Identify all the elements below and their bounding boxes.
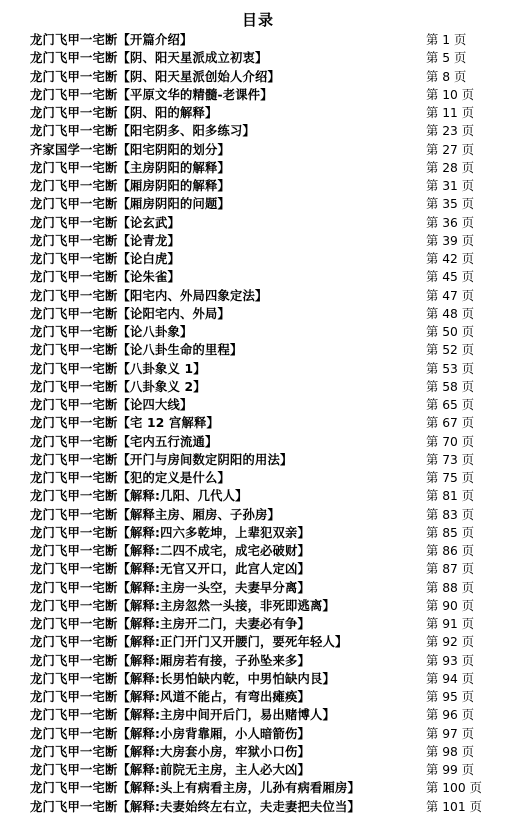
toc-entry-title: 龙门飞甲一宅断【论八卦象】 — [30, 325, 193, 339]
toc-entry-title: 龙门飞甲一宅断【解释:主房一头空，夫妻早分离】 — [30, 580, 311, 595]
toc-entry-page: 第 36 页 — [426, 215, 475, 230]
toc-entry-title: 龙门飞甲一宅断【论朱雀】 — [30, 270, 180, 285]
toc-entry-page: 第 39 页 — [426, 233, 475, 248]
toc-entry-page: 第 27 页 — [426, 142, 475, 157]
toc-entry-title: 龙门飞甲一宅断【解释:头上有病看主房，儿孙有病看厢房】 — [30, 781, 361, 796]
toc-entry[interactable] — [30, 414, 490, 432]
toc-entry[interactable] — [30, 506, 490, 524]
toc-entry-page: 第 23 页 — [426, 124, 475, 139]
toc-entry-title: 龙门飞甲一宅断【论阳宅内、外局】 — [30, 306, 230, 321]
toc-entry-page: 第 100 页 — [426, 781, 482, 796]
toc-entry[interactable] — [30, 542, 490, 560]
toc-entry-title: 龙门飞甲一宅断【解释:长男怕缺内乾，中男怕缺内艮】 — [30, 671, 336, 686]
toc-entry[interactable] — [30, 670, 490, 688]
toc-title: 目录 — [241, 11, 274, 29]
toc-entry-title: 龙门飞甲一宅断【平原文华的精髓-老课件】 — [30, 87, 273, 102]
toc-entry-page: 第 67 页 — [426, 416, 475, 431]
toc-entry-title: 龙门飞甲一宅断【解释:主房中间开后门，易出赌博人】 — [30, 708, 336, 723]
toc-entry-page: 第 35 页 — [426, 197, 475, 212]
toc-entry[interactable] — [30, 469, 490, 487]
toc-entry-title: 龙门飞甲一宅断【论八卦生命的里程】 — [30, 343, 243, 358]
toc-entry-page: 第 73 页 — [426, 452, 475, 467]
toc-entry-page: 第 28 页 — [426, 160, 475, 175]
toc-entry-page: 第 8 页 — [426, 69, 467, 84]
toc-entry-title: 龙门飞甲一宅断【阴、阳天星派成立初衷】 — [30, 51, 268, 66]
toc-entry-page: 第 87 页 — [426, 562, 475, 577]
toc-entry-page: 第 99 页 — [426, 763, 475, 777]
toc-entry-title: 龙门飞甲一宅断【阴、阳天星派创始人介绍】 — [30, 69, 280, 84]
toc-entry[interactable] — [30, 122, 490, 140]
toc-entry[interactable] — [30, 688, 490, 706]
toc-entry-title: 龙门飞甲一宅断【阴、阳的解释】 — [30, 106, 218, 120]
table-of-contents — [30, 31, 490, 816]
toc-entry-title: 龙门飞甲一宅断【解释:小房背靠厢，小人暗箭伤】 — [30, 726, 311, 741]
toc-entry-title: 龙门飞甲一宅断【八卦象义 2】 — [30, 379, 206, 394]
toc-entry[interactable] — [30, 779, 490, 797]
toc-entry-page: 第 98 页 — [426, 744, 475, 759]
toc-entry-title: 龙门飞甲一宅断【解释:前院无主房，主人必大凶】 — [30, 763, 311, 777]
toc-entry[interactable] — [30, 706, 490, 724]
toc-entry-page: 第 95 页 — [426, 690, 475, 704]
toc-entry-title: 龙门飞甲一宅断【解释:无官又开口，此宫人定凶】 — [30, 562, 311, 577]
toc-entry[interactable] — [30, 195, 490, 213]
toc-entry-title: 龙门飞甲一宅断【解释:四六多乾坤，上辈犯双亲】 — [30, 525, 311, 540]
toc-entry[interactable] — [30, 305, 490, 323]
toc-entry[interactable] — [30, 250, 490, 268]
toc-entry-page: 第 65 页 — [426, 398, 475, 412]
toc-entry[interactable] — [30, 761, 490, 779]
toc-entry-page: 第 86 页 — [426, 544, 475, 558]
toc-entry[interactable] — [30, 487, 490, 505]
toc-entry-title: 龙门飞甲一宅断【解释:主房开二门，夫妻必有争】 — [30, 617, 311, 631]
toc-entry-page: 第 53 页 — [426, 361, 475, 376]
toc-entry[interactable] — [30, 615, 490, 633]
toc-entry[interactable] — [30, 232, 490, 250]
toc-entry-page: 第 70 页 — [426, 434, 475, 449]
toc-entry-page: 第 5 页 — [426, 51, 467, 66]
toc-entry-title: 龙门飞甲一宅断【解释:大房套小房，牢狱小口伤】 — [30, 744, 311, 759]
toc-entry[interactable] — [30, 560, 490, 578]
toc-entry[interactable] — [30, 31, 490, 49]
toc-entry[interactable] — [30, 798, 490, 816]
toc-entry-page: 第 1 页 — [426, 33, 467, 47]
toc-entry[interactable] — [30, 177, 490, 195]
toc-entry[interactable] — [30, 725, 490, 743]
toc-entry-page: 第 88 页 — [426, 580, 475, 595]
toc-entry-title: 龙门飞甲一宅断【宅内五行流通】 — [30, 434, 218, 449]
toc-entry-page: 第 42 页 — [426, 252, 475, 266]
toc-entry-title: 龙门飞甲一宅断【解释:厢房若有接，子孙坠来多】 — [30, 653, 311, 668]
toc-entry-page: 第 90 页 — [426, 598, 475, 613]
toc-entry[interactable] — [30, 141, 490, 159]
toc-entry-page: 第 75 页 — [426, 471, 475, 485]
toc-entry-page: 第 50 页 — [426, 325, 475, 339]
toc-entry-title: 龙门飞甲一宅断【解释:夫妻始终左右立，夫走妻把夫位当】 — [30, 799, 361, 814]
toc-entry-title: 龙门飞甲一宅断【开门与房间数定阴阳的用法】 — [30, 452, 293, 467]
toc-entry-title: 龙门飞甲一宅断【解释主房、厢房、子孙房】 — [30, 507, 280, 522]
toc-entry-title: 龙门飞甲一宅断【犯的定义是什么】 — [30, 471, 230, 485]
toc-entry-title: 龙门飞甲一宅断【论青龙】 — [30, 233, 180, 248]
toc-entry-page: 第 48 页 — [426, 306, 475, 321]
toc-entry-title: 龙门飞甲一宅断【主房阴阳的解释】 — [30, 160, 230, 175]
toc-entry[interactable] — [30, 451, 490, 469]
toc-entry-title: 龙门飞甲一宅断【八卦象义 1】 — [30, 361, 206, 376]
toc-entry[interactable] — [30, 287, 490, 305]
toc-entry[interactable] — [30, 743, 490, 761]
toc-entry[interactable] — [30, 323, 490, 341]
toc-entry-title: 龙门飞甲一宅断【论玄武】 — [30, 215, 180, 230]
toc-entry-page: 第 85 页 — [426, 525, 475, 540]
toc-entry-page: 第 83 页 — [426, 507, 475, 522]
toc-entry-page: 第 52 页 — [426, 343, 475, 358]
toc-entry[interactable] — [30, 396, 490, 414]
toc-entry-page: 第 58 页 — [426, 379, 475, 394]
toc-entry[interactable] — [30, 360, 490, 378]
toc-entry-page: 第 93 页 — [426, 653, 475, 668]
toc-entry-page: 第 91 页 — [426, 617, 475, 631]
toc-entry-title: 齐家国学一宅断【阳宅阴阳的划分】 — [30, 142, 230, 157]
toc-entry[interactable] — [30, 633, 490, 651]
toc-entry[interactable] — [30, 433, 490, 451]
toc-entry-page: 第 94 页 — [426, 671, 475, 686]
toc-entry-title: 龙门飞甲一宅断【解释:二四不成宅，成宅必破财】 — [30, 544, 311, 558]
toc-entry[interactable] — [30, 49, 490, 67]
toc-entry-page: 第 11 页 — [426, 106, 475, 120]
toc-entry-page: 第 96 页 — [426, 708, 475, 723]
toc-entry[interactable] — [30, 104, 490, 122]
toc-entry[interactable] — [30, 341, 490, 359]
toc-entry[interactable] — [30, 378, 490, 396]
toc-entry[interactable] — [30, 579, 490, 597]
toc-entry-title: 龙门飞甲一宅断【论白虎】 — [30, 252, 180, 266]
toc-entry-page: 第 92 页 — [426, 635, 475, 650]
toc-entry-title: 龙门飞甲一宅断【解释:风道不能占，有弯出瘫痪】 — [30, 690, 311, 704]
toc-entry-page: 第 45 页 — [426, 270, 475, 285]
toc-entry-title: 龙门飞甲一宅断【解释:几阳、几代人】 — [30, 489, 248, 504]
toc-entry[interactable] — [30, 652, 490, 670]
toc-entry-page: 第 31 页 — [426, 179, 475, 193]
toc-entry-title: 龙门飞甲一宅断【开篇介绍】 — [30, 33, 193, 47]
toc-entry-title: 龙门飞甲一宅断【论四大线】 — [30, 398, 193, 412]
toc-entry-title: 龙门飞甲一宅断【阳宅内、外局四象定法】 — [30, 288, 268, 303]
toc-entry[interactable] — [30, 597, 490, 615]
toc-entry[interactable] — [30, 214, 490, 232]
toc-entry-page: 第 101 页 — [426, 799, 482, 814]
toc-entry-title: 龙门飞甲一宅断【厢房阴阳的问题】 — [30, 197, 230, 212]
toc-entry-page: 第 10 页 — [426, 87, 475, 102]
toc-entry[interactable] — [30, 524, 490, 542]
toc-entry[interactable] — [30, 68, 490, 86]
toc-entry-title: 龙门飞甲一宅断【阳宅阴多、阳多练习】 — [30, 124, 255, 139]
toc-entry-page: 第 97 页 — [426, 726, 475, 741]
toc-entry-page: 第 47 页 — [426, 288, 475, 303]
toc-entry-title: 龙门飞甲一宅断【宅 12 宫解释】 — [30, 416, 219, 431]
toc-entry[interactable] — [30, 159, 490, 177]
toc-entry[interactable] — [30, 268, 490, 286]
toc-entry-title: 龙门飞甲一宅断【解释:主房忽然一头接，非死即逃离】 — [30, 598, 336, 613]
toc-entry[interactable] — [30, 86, 490, 104]
toc-entry-title: 龙门飞甲一宅断【解释:正门开门又开腰门，要死年轻人】 — [30, 635, 348, 650]
toc-entry-title: 龙门飞甲一宅断【厢房阴阳的解释】 — [30, 179, 230, 193]
toc-entry-page: 第 81 页 — [426, 489, 475, 504]
